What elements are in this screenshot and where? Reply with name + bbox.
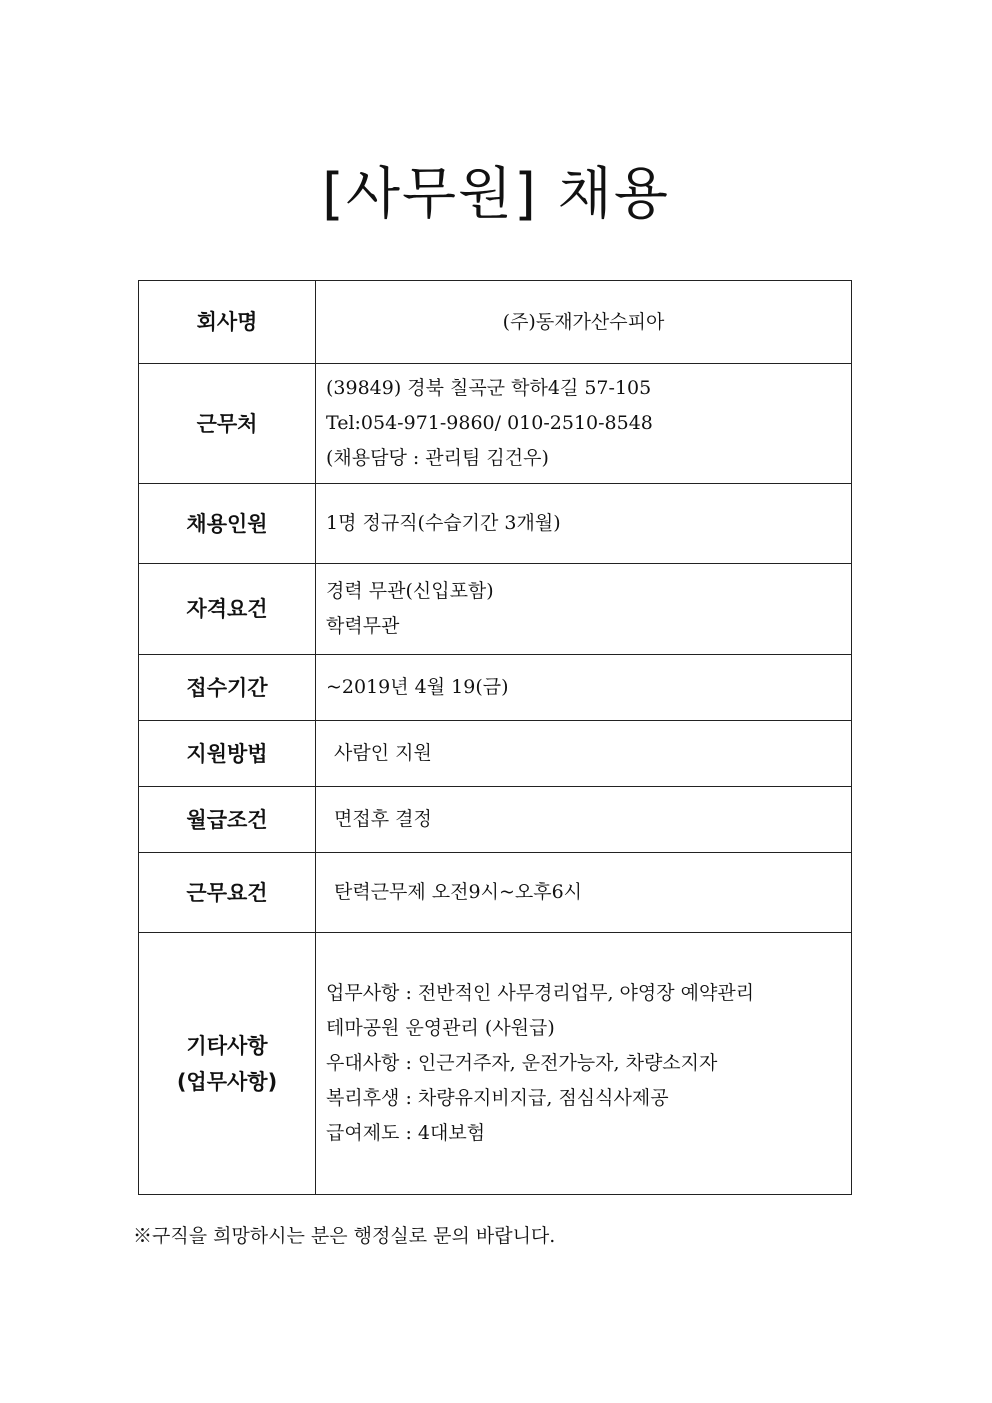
value-line: (채용담당 : 관리팀 김건우)	[326, 447, 549, 469]
table-row-headcount	[139, 484, 852, 564]
row-label: 월급조건	[139, 787, 316, 853]
row-label: 근무처	[139, 364, 316, 484]
row-value	[316, 655, 852, 721]
table-row-work-conditions	[139, 853, 852, 933]
table-row-qualification	[139, 564, 852, 655]
value-line: 사람인 지원	[334, 742, 432, 764]
row-label	[139, 933, 316, 1195]
value-line: 학력무관	[326, 615, 400, 637]
table-row-application-period	[139, 655, 852, 721]
label-line: 기타사항	[186, 1033, 268, 1058]
table-row-salary	[139, 787, 852, 853]
value-line: (39849) 경북 칠곡군 학하4길 57-105	[326, 377, 652, 399]
row-value	[316, 281, 852, 364]
row-value	[316, 484, 852, 564]
row-label: 회사명	[139, 281, 316, 364]
row-label: 지원방법	[139, 721, 316, 787]
value-line: 급여제도 : 4대보험	[326, 1122, 486, 1144]
row-value	[316, 853, 852, 933]
row-value	[316, 364, 852, 484]
value-line: (주)동재가산수피아	[502, 310, 665, 333]
table-row-apply-method	[139, 721, 852, 787]
table-row-workplace	[139, 364, 852, 484]
label-line: (업무사항)	[176, 1069, 278, 1094]
row-value	[316, 933, 852, 1195]
page-title: [사무원] 채용	[322, 162, 670, 227]
row-value	[316, 564, 852, 655]
value-line: 복리후생 : 차량유지비지급, 점심식사제공	[326, 1087, 669, 1109]
table-row-company	[139, 281, 852, 364]
value-line: 탄력근무제 오전9시~오후6시	[334, 881, 583, 903]
value-line: 면접후 결정	[334, 808, 432, 830]
value-line: 1명 정규직(수습기간 3개월)	[326, 512, 561, 534]
row-value	[316, 787, 852, 853]
value-line: 경력 무관(신입포함)	[326, 580, 494, 602]
row-value	[316, 721, 852, 787]
row-label: 근무요건	[139, 853, 316, 933]
value-line: ~2019년 4월 19(금)	[326, 676, 509, 698]
value-line: 테마공원 운영관리 (사원급)	[326, 1017, 555, 1039]
row-label: 자격요건	[139, 564, 316, 655]
value-line: Tel:054-971-9860/ 010-2510-8548	[326, 412, 653, 434]
value-line: 우대사항 : 인근거주자, 운전가능자, 차량소지자	[326, 1052, 718, 1074]
row-label: 접수기간	[139, 655, 316, 721]
footer-note: ※구직을 희망하시는 분은 행정실로 문의 바랍니다.	[133, 1225, 556, 1247]
recruitment-table	[138, 280, 852, 1195]
row-label: 채용인원	[139, 484, 316, 564]
table-row-other	[139, 933, 852, 1195]
value-line: 업무사항 : 전반적인 사무경리업무, 야영장 예약관리	[326, 982, 755, 1004]
